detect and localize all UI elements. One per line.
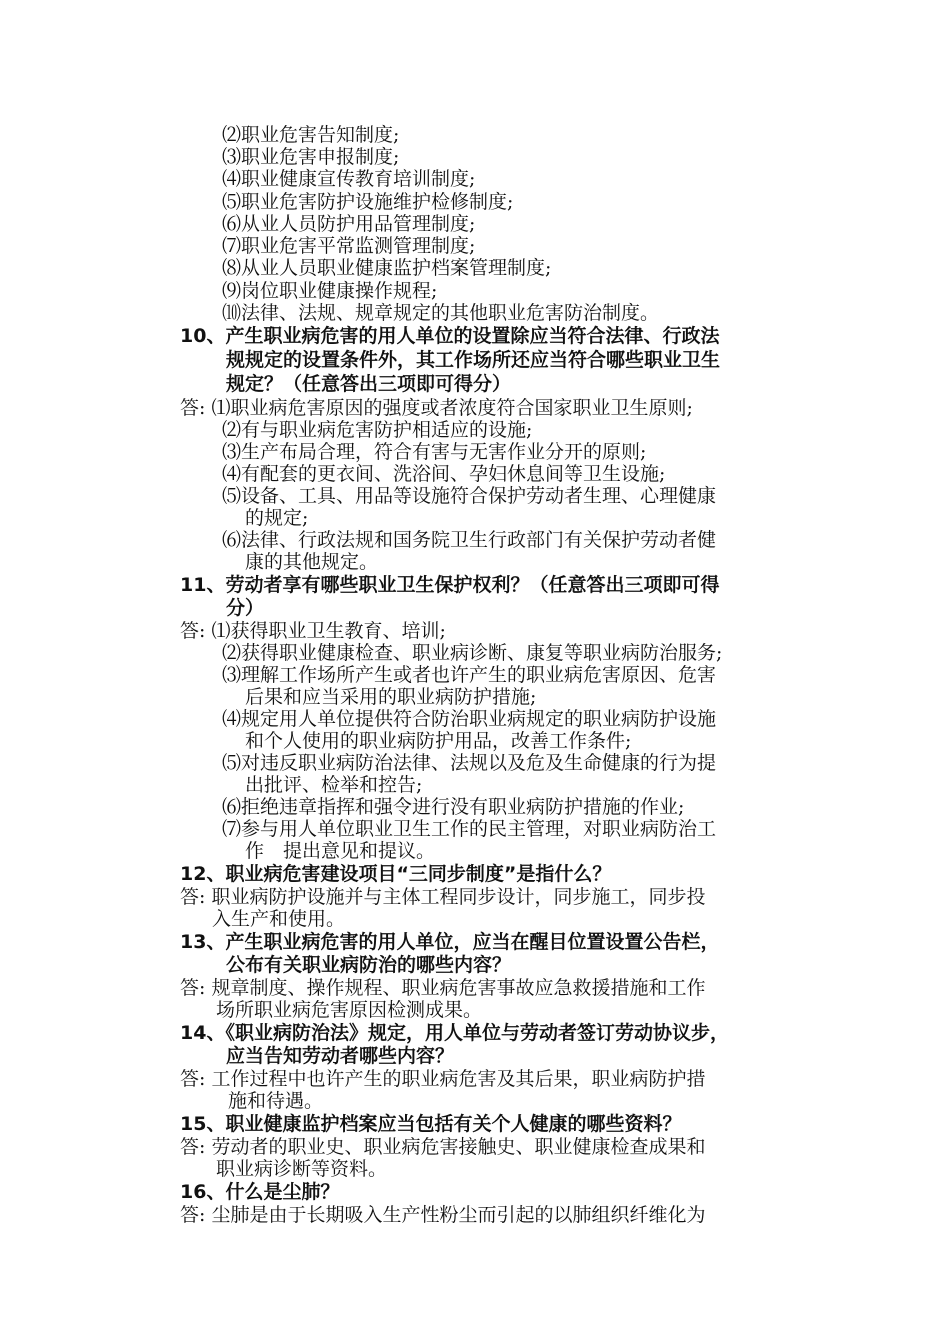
text-line: 的规定; [245,507,309,529]
text-line: ⑽法律、法规、规章规定的其他职业危害防治制度。 [222,302,660,324]
question-heading: 14、《职业病防治法》规定，用人单位与劳动者签订劳动协议步， [180,1022,729,1044]
answer-line: 答: ⑴获得职业卫生教育、培训; [180,620,446,642]
question-heading: 应当告知劳动者哪些内容？ [226,1045,455,1067]
text-line: ⑵职业危害告知制度; [222,124,400,146]
text-line: 作 提出意见和提议。 [245,840,436,862]
text-line: ⑸对违反职业病防治法律、法规以及危及生命健康的行为提 [222,752,717,774]
text-line: ⑸职业危害防护设施维护检修制度; [222,191,514,213]
text-line: ⑺参与用人单位职业卫生工作的民主管理，对职业病防治工 [222,818,717,840]
question-heading: 规规定的设置条件外，其工作场所还应当符合哪些职业卫生 [226,349,721,371]
question-heading: 分） [226,597,265,619]
text-line: ⑵有与职业病危害防护相适应的设施; [222,419,533,441]
question-heading: 10、产生职业病危害的用人单位的设置除应当符合法律、行政法 [180,325,720,347]
text-line: ⑷有配套的更衣间、洗浴间、孕妇休息间等卫生设施; [222,463,666,485]
text-line: ⑹法律、行政法规和国务院卫生行政部门有关保护劳动者健 [222,529,717,551]
answer-line: 答: ⑴职业病危害原因的强度或者浓度符合国家职业卫生原则; [180,397,693,419]
question-heading: 11、劳动者享有哪些职业卫生保护权利？（任意答出三项即可得 [180,574,720,596]
text-line: ⑷规定用人单位提供符合防治职业病规定的职业病防护设施 [222,708,717,730]
question-heading: 12、职业病危害建设项目“三同步制度”是指什么？ [180,863,612,885]
question-heading: 规定？（任意答出三项即可得分） [226,373,512,395]
text-line: ⑶职业危害申报制度; [222,146,400,168]
question-heading: 16、什么是尘肺？ [180,1181,340,1203]
text-line: 施和待遇。 [228,1090,324,1112]
answer-line: 答: 职业病防护设施并与主体工程同步设计，同步施工，同步投 [180,886,706,908]
text-line: 入生产和使用。 [212,908,346,930]
text-line: ⑺职业危害平常监测管理制度; [222,235,476,257]
text-line: ⑹拒绝违章指挥和强令进行没有职业病防护措施的作业; [222,796,685,818]
text-line: ⑸设备、工具、用品等设施符合保护劳动者生理、心理健康 [222,485,717,507]
text-line: 场所职业病危害原因检测成果。 [216,999,483,1021]
answer-line: 答: 劳动者的职业史、职业病危害接触史、职业健康检查成果和 [180,1136,706,1158]
text-line: ⑵获得职业健康检查、职业病诊断、康复等职业病防治服务; [222,642,723,664]
text-line: ⑷职业健康宣传教育培训制度; [222,168,476,190]
text-line: ⑼岗位职业健康操作规程; [222,280,438,302]
text-line: 职业病诊断等资料。 [216,1158,388,1180]
text-line: ⑹从业人员防护用品管理制度; [222,213,476,235]
question-heading: 公布有关职业病防治的哪些内容？ [226,954,512,976]
text-line: 和个人使用的职业病防护用品，改善工作条件; [245,730,632,752]
text-line: 后果和应当采用的职业病防护措施; [245,686,537,708]
question-heading: 15、职业健康监护档案应当包括有关个人健康的哪些资料？ [180,1113,682,1135]
text-line: ⑻从业人员职业健康监护档案管理制度; [222,257,552,279]
text-line: 康的其他规定。 [245,551,379,573]
question-heading: 13、产生职业病危害的用人单位，应当在醒目位置设置公告栏， [180,931,720,953]
answer-line: 答: 规章制度、操作规程、职业病危害事故应急救援措施和工作 [180,977,706,999]
text-line: ⑶生产布局合理，符合有害与无害作业分开的原则; [222,441,647,463]
text-line: ⑶理解工作场所产生或者也许产生的职业病危害原因、危害 [222,664,717,686]
answer-line: 答: 尘肺是由于长期吸入生产性粉尘而引起的以肺组织纤维化为 [180,1204,706,1226]
answer-line: 答: 工作过程中也许产生的职业病危害及其后果，职业病防护措 [180,1068,706,1090]
text-line: 出批评、检举和控告; [245,774,423,796]
